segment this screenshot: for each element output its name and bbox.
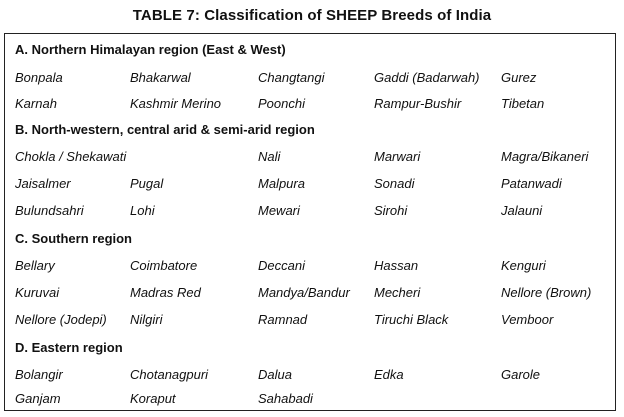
breed-cell: Changtangi bbox=[258, 70, 325, 85]
breed-cell: Tiruchi Black bbox=[374, 312, 449, 327]
breed-cell: Nali bbox=[258, 149, 281, 164]
breed-cell: Marwari bbox=[374, 149, 421, 164]
section-heading-northwestern: B. North-western, central arid & semi-arid region bbox=[15, 122, 315, 137]
breed-cell: Sirohi bbox=[374, 203, 408, 218]
breed-cell: Gurez bbox=[501, 70, 537, 85]
breed-cell: Nellore (Brown) bbox=[501, 285, 592, 300]
breed-cell: Nilgiri bbox=[130, 312, 163, 327]
section-heading-northern: A. Northern Himalayan region (East & West) bbox=[15, 42, 286, 57]
breed-cell: Bonpala bbox=[15, 70, 63, 85]
breed-cell: Kenguri bbox=[501, 258, 546, 273]
section-heading-eastern: D. Eastern region bbox=[15, 340, 123, 355]
breed-cell: Nellore (Jodepi) bbox=[15, 312, 107, 327]
breed-cell: Ramnad bbox=[258, 312, 308, 327]
breed-cell: Bhakarwal bbox=[130, 70, 191, 85]
breed-cell: Gaddi (Badarwah) bbox=[374, 70, 480, 85]
breed-cell: Kuruvai bbox=[15, 285, 60, 300]
table-title: TABLE 7: Classification of SHEEP Breeds of India bbox=[132, 7, 492, 24]
breed-cell: Sonadi bbox=[374, 176, 415, 191]
breed-cell: Mandya/Bandur bbox=[258, 285, 350, 300]
breed-cell: Garole bbox=[501, 367, 541, 382]
breed-cell: Madras Red bbox=[130, 285, 201, 300]
breed-cell: Kashmir Merino bbox=[130, 96, 222, 111]
breed-cell: Deccani bbox=[258, 258, 305, 273]
breed-cell: Bolangir bbox=[15, 367, 63, 382]
breed-cell: Bellary bbox=[15, 258, 55, 273]
breed-cell: Mewari bbox=[258, 203, 300, 218]
breed-cell: Chokla / Shekawati bbox=[15, 149, 127, 164]
breed-cell: Bulundsahri bbox=[15, 203, 84, 218]
breed-cell: Lohi bbox=[130, 203, 155, 218]
breed-cell: Jaisalmer bbox=[15, 176, 71, 191]
breed-cell: Patanwadi bbox=[501, 176, 562, 191]
breed-cell: Coimbatore bbox=[130, 258, 198, 273]
breed-cell: Chotanagpuri bbox=[130, 367, 209, 382]
section-heading-southern: C. Southern region bbox=[15, 231, 132, 246]
breed-cell: Hassan bbox=[374, 258, 419, 273]
breed-cell: Mecheri bbox=[374, 285, 421, 300]
breeds-table bbox=[4, 33, 616, 411]
breed-cell: Edka bbox=[374, 367, 404, 382]
breed-cell: Poonchi bbox=[258, 96, 305, 111]
breed-cell: Sahabadi bbox=[258, 391, 313, 406]
breed-cell: Karnah bbox=[15, 96, 57, 111]
breed-cell: Magra/Bikaneri bbox=[501, 149, 589, 164]
breed-cell: Ganjam bbox=[15, 391, 61, 406]
breed-cell: Rampur-Bushir bbox=[374, 96, 462, 111]
breed-cell: Koraput bbox=[130, 391, 176, 406]
breed-cell: Dalua bbox=[258, 367, 292, 382]
breed-cell: Malpura bbox=[258, 176, 305, 191]
breed-cell: Pugal bbox=[130, 176, 164, 191]
breed-cell: Tibetan bbox=[501, 96, 545, 111]
breed-cell: Vemboor bbox=[501, 312, 554, 327]
breed-cell: Jalauni bbox=[501, 203, 543, 218]
